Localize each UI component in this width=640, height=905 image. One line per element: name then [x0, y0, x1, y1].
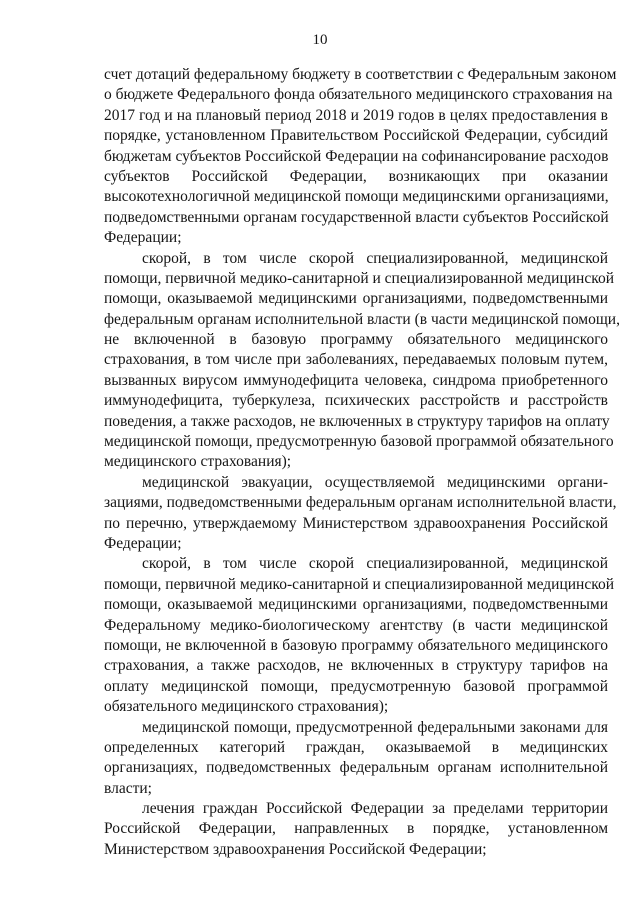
text-line: помощи, не включенной в базовую программу обязательного медицинского — [104, 636, 608, 654]
text-line: поведения, а также расходов, не включенных в структуру тарифов на оплату — [104, 412, 610, 430]
text-line: медицинской эвакуации, осуществляемой медицинскими органи- — [142, 473, 608, 491]
text-line: по перечню, утверждаемому Министерством здравоохранения Российской — [104, 514, 608, 532]
text-line: Федерации; — [104, 229, 182, 247]
text-line: определенных категорий граждан, оказываемой в медицинских — [104, 738, 608, 756]
text-line: Министерством здравоохранения Российской Федерации; — [104, 840, 487, 858]
text-line: о бюджете Федерального фонда обязательного медицинского страхования на — [104, 86, 613, 104]
paragraph — [104, 718, 608, 800]
text-line: не включенной в базовую программу обязательного медицинского — [104, 331, 608, 349]
text-line: Российской Федерации, направленных в порядке, установленном — [104, 820, 608, 838]
text-line: организациях, подведомственных федеральным органам исполнительной — [104, 759, 608, 777]
text-line: вызванных вирусом иммунодефицита человека, синдрома приобретенного — [104, 371, 608, 389]
paragraph — [104, 799, 608, 860]
paragraph — [104, 473, 617, 555]
text-line: подведомственными органам государственной власти субъектов Российской — [104, 208, 609, 226]
text-line: помощи, первичной медико-санитарной и специализированной медицинской — [104, 575, 615, 593]
text-line: помощи, первичной медико-санитарной и специализированной медицинской — [104, 269, 615, 287]
text-line: страхования, в том числе при заболеваниях, передаваемых половым путем, — [104, 351, 608, 369]
paragraph — [104, 249, 620, 473]
page-number: 10 — [312, 32, 328, 48]
text-line: Федерации; — [104, 534, 182, 552]
text-line: иммунодефицита, туберкулеза, психических расстройств и расстройств — [104, 392, 608, 410]
text-line: помощи, оказываемой медицинскими организациями, подведомственными — [104, 290, 608, 308]
text-line: зациями, подведомственными федеральным органам исполнительной власти, — [104, 494, 617, 512]
text-line: бюджетам субъектов Российской Федерации на софинансирование расходов — [104, 147, 609, 165]
text-line: страхования, а также расходов, не включенных в структуру тарифов на — [104, 657, 608, 675]
text-line: субъектов Российской Федерации, возникающих при оказании — [104, 167, 608, 185]
text-line: оплату медицинской помощи, предусмотренную базовой программой — [104, 677, 608, 695]
text-line: порядке, установленном Правительством Российской Федерации, субсидий — [104, 127, 608, 145]
document-body — [104, 65, 620, 860]
text-line: власти; — [104, 779, 152, 797]
text-line: Федеральному медико-биологическому агентству (в части медицинской — [104, 616, 608, 634]
paragraph — [104, 554, 615, 717]
text-line: медицинской помощи, предусмотренную базовой программой обязательного — [104, 433, 614, 451]
text-line: помощи, оказываемой медицинскими организациями, подведомственными — [104, 596, 608, 614]
text-line: обязательного медицинского страхования); — [104, 698, 389, 716]
paragraph — [104, 65, 617, 249]
text-line: счет дотаций федеральному бюджету в соответствии с Федеральным законом — [104, 66, 617, 83]
text-line: высокотехнологичной медицинской помощи медицинскими организациями, — [104, 188, 609, 206]
text-line: лечения граждан Российской Федерации за пределами территории — [142, 800, 608, 818]
text-line: медицинского страхования); — [104, 453, 292, 471]
text-line: 2017 год и на плановый период 2018 и 2019 годов в целях предоставления в — [104, 106, 608, 124]
text-line: федеральным органам исполнительной власти (в части медицинской помощи, — [104, 310, 620, 328]
text-line: медицинской помощи, предусмотренной федеральными законами для — [142, 718, 608, 736]
text-line: скорой, в том числе скорой специализированной, медицинской — [142, 555, 608, 573]
text-line: скорой, в том числе скорой специализированной, медицинской — [142, 249, 608, 267]
